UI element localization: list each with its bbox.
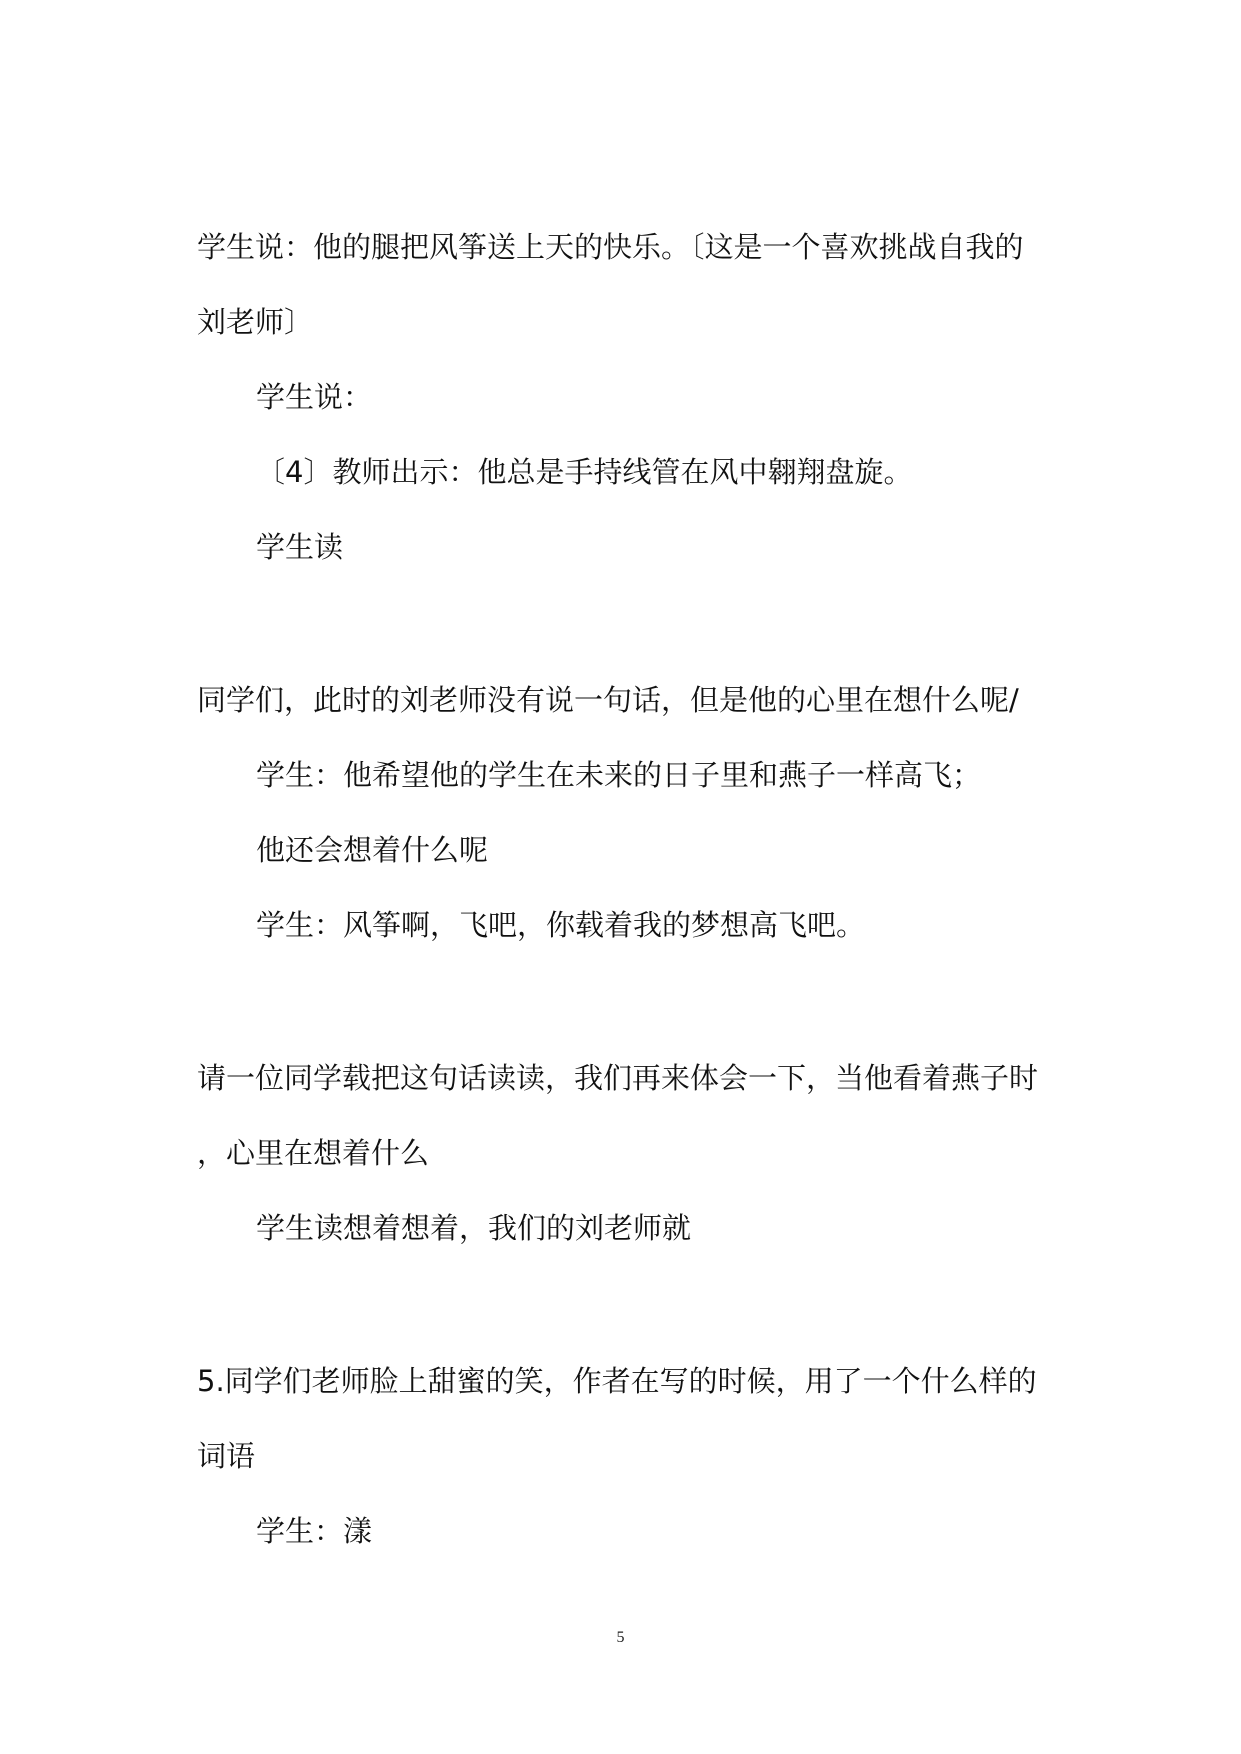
paragraph-line: 词语 — [197, 1439, 256, 1473]
paragraph-line: 学生说：他的腿把风筝送上天的快乐。〔这是一个喜欢挑战自我的 — [197, 230, 1024, 264]
paragraph-line: 〔4〕教师出示：他总是手持线管在风中翱翔盘旋。 — [256, 455, 913, 489]
paragraph-line: 学生：风筝啊，飞吧，你载着我的梦想高飞吧。 — [256, 908, 866, 942]
paragraph-line: 学生读想着想着，我们的刘老师就 — [256, 1211, 692, 1245]
paragraph-line: 同学们，此时的刘老师没有说一句话，但是他的心里在想什么呢/ — [197, 683, 1019, 717]
paragraph-line: 学生：漾 — [256, 1514, 373, 1548]
paragraph-line: ，心里在想着什么 — [197, 1136, 430, 1170]
paragraph-line: 学生说： — [256, 380, 373, 414]
paragraph-line: 刘老师〕 — [197, 305, 314, 339]
paragraph-line: 请一位同学载把这句话读读，我们再来体会一下，当他看着燕子时 — [197, 1061, 1039, 1095]
page-number: 5 — [616, 1629, 625, 1646]
paragraph-line: 他还会想着什么呢 — [256, 833, 489, 867]
paragraph-line: 学生读 — [256, 530, 344, 564]
paragraph-line: 5.同学们老师脸上甜蜜的笑，作者在写的时候，用了一个什么样的 — [197, 1364, 1037, 1398]
paragraph-line: 学生：他希望他的学生在未来的日子里和燕子一样高飞； — [256, 758, 982, 792]
